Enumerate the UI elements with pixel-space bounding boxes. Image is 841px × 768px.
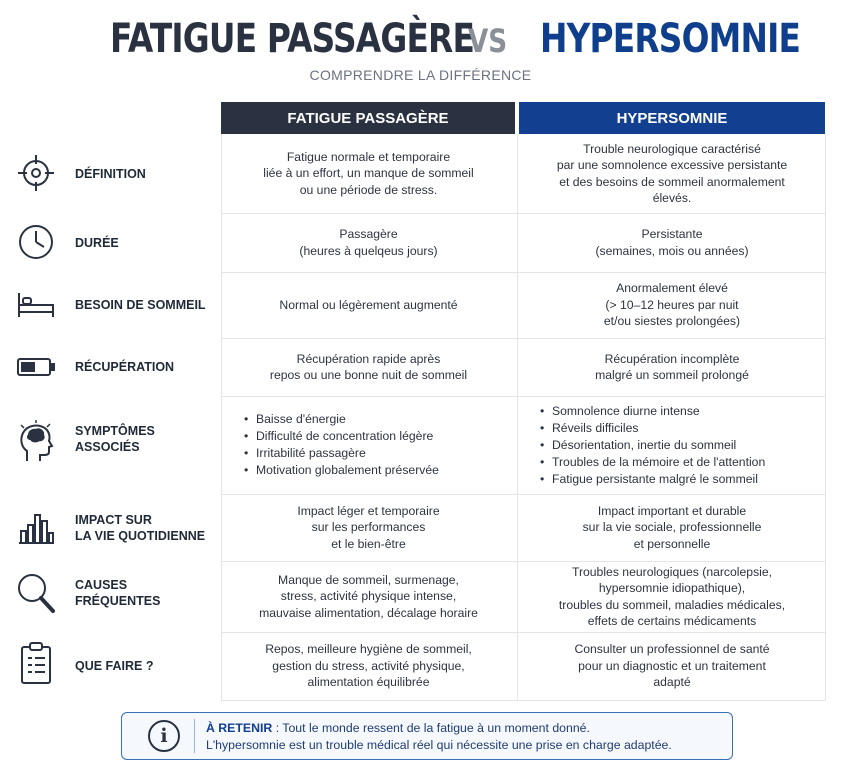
cell-fatigue-impact	[222, 494, 515, 561]
row-definition	[0, 134, 841, 213]
cell-text: Récupération rapide après repos ou une bonne nuit de sommeil	[269, 351, 468, 382]
list-item: • Désorientation, inertie du sommeil	[538, 437, 765, 454]
column-header-hypersomnie: HYPERSOMNIE	[519, 102, 825, 134]
cell-text: Consulter un professionnel de santé pour un diagnostic et un traitement adapté	[574, 642, 770, 690]
clipboard-icon	[14, 642, 58, 686]
note-heading: À RETENIR	[206, 721, 273, 735]
row-symptomes	[0, 396, 841, 494]
head-brain-icon	[14, 420, 58, 464]
row-label-symptomes: SYMPTÔMES ASSOCIÉS	[75, 424, 155, 454]
cell-text: Manque de sommeil, surmenage, stress, activité physique intense, mauvaise alimentation, décalage horaire	[259, 572, 478, 620]
cell-hyper-que-faire	[520, 632, 824, 700]
title-vs: VS	[468, 22, 508, 60]
cell-hyper-duree	[520, 213, 824, 272]
title-hypersomnie: HYPERSOMNIE	[540, 16, 801, 62]
cell-fatigue-definition	[222, 134, 515, 213]
row-impact	[0, 494, 841, 561]
row-label-duree: DURÉE	[75, 235, 119, 250]
list-item: • Baisse d'énergie	[242, 411, 439, 428]
list-item: • Troubles de la mémoire et de l'attention	[538, 454, 765, 471]
cell-text: Récupération incomplète malgré un sommeil prolongé	[595, 351, 749, 382]
list-item: • Difficulté de concentration légère	[242, 428, 439, 445]
symptom-list-hyper	[538, 403, 765, 488]
list-item: • Somnolence diurne intense	[538, 403, 765, 420]
cell-hyper-impact	[520, 494, 824, 561]
cell-hyper-symptomes	[520, 396, 824, 494]
clock-icon	[14, 220, 58, 264]
cell-fatigue-besoin	[222, 272, 515, 338]
cell-fatigue-symptomes	[222, 396, 515, 494]
row-label-que-faire: QUE FAIRE ?	[75, 659, 154, 673]
column-header-fatigue: FATIGUE PASSAGÈRE	[221, 102, 515, 134]
page-title	[0, 16, 841, 66]
note-line-1-text: : Tout le monde ressent de la fatigue à un moment donné.	[272, 721, 590, 735]
cell-text: Anormalement élevé (> 10–12 heures par nuit et/ou siestes prolongées)	[603, 281, 741, 329]
bar-chart-icon	[14, 505, 58, 549]
row-label-impact	[75, 494, 215, 561]
info-icon: i	[148, 720, 180, 752]
row-label-definition: DÉFINITION	[75, 166, 146, 181]
row-duree	[0, 213, 841, 272]
row-label-recuperation: RÉCUPÉRATION	[75, 360, 175, 374]
cell-hyper-definition	[520, 134, 824, 213]
cell-text: Passagère (heures à quelqeus jours)	[299, 227, 438, 258]
cell-text: Fatigue normale et temporaire liée à un effort, un manque de sommeil ou une période de stress.	[263, 149, 474, 197]
note-text	[206, 720, 672, 754]
cell-fatigue-que-faire	[222, 632, 515, 700]
bed-icon	[14, 283, 58, 327]
row-que-faire	[0, 632, 841, 700]
cell-fatigue-recuperation	[222, 338, 515, 396]
symptom-list-fatigue	[242, 411, 439, 479]
list-item: • Réveils difficiles	[538, 420, 765, 437]
cell-text: Impact léger et temporaire sur les performances et le bien-être	[297, 503, 440, 551]
row-besoin-sommeil	[0, 272, 841, 338]
retenir-note	[121, 712, 733, 760]
cell-text: Trouble neurologique caractérisé par une somnolence excessive persistante et des besoins de sommeil anormalement élevés.	[556, 141, 788, 205]
cell-hyper-causes	[520, 561, 824, 632]
cell-text: Repos, meilleure hygiène de sommeil, gestion du stress, activité physique, alimentation équilibrée	[265, 642, 472, 690]
cell-text: Troubles neurologiques (narcolepsie, hypersomnie idiopathique), troubles du sommeil, maladies médicales, effets de certains médicaments	[558, 564, 786, 628]
note-divider	[194, 719, 195, 753]
target-icon	[14, 151, 58, 195]
list-item: • Motivation globalement préservée	[242, 462, 439, 479]
cell-text: Normal ou légèrement augmenté	[279, 297, 458, 312]
title-fatigue: FATIGUE PASSAGÈRE	[110, 16, 475, 62]
row-causes	[0, 561, 841, 632]
row-label-besoin-sommeil: BESOIN DE SOMMEIL	[75, 298, 206, 312]
magnifier-icon	[14, 571, 58, 615]
row-label-text: IMPACT SUR LA VIE QUOTIDIENNE	[75, 512, 206, 543]
grid-line	[221, 700, 826, 701]
cell-fatigue-causes	[222, 561, 515, 632]
note-line-1	[206, 720, 672, 737]
note-line-2: L'hypersomnie est un trouble médical réel qui nécessite une prise en charge adaptée.	[206, 738, 672, 752]
cell-hyper-besoin	[520, 272, 824, 338]
battery-icon	[14, 345, 58, 389]
list-item: • Irritabilité passagère	[242, 445, 439, 462]
cell-text: Persistante (semaines, mois ou années)	[595, 227, 749, 258]
row-label-causes: CAUSES FRÉQUENTES	[75, 578, 161, 608]
page-subtitle: COMPRENDRE LA DIFFÉRENCE	[309, 67, 532, 83]
row-recuperation	[0, 338, 841, 396]
cell-hyper-recuperation	[520, 338, 824, 396]
list-item: • Fatigue persistante malgré le sommeil	[538, 471, 765, 488]
cell-text: Impact important et durable sur la vie sociale, professionnelle et personnelle	[582, 503, 762, 551]
cell-fatigue-duree	[222, 213, 515, 272]
